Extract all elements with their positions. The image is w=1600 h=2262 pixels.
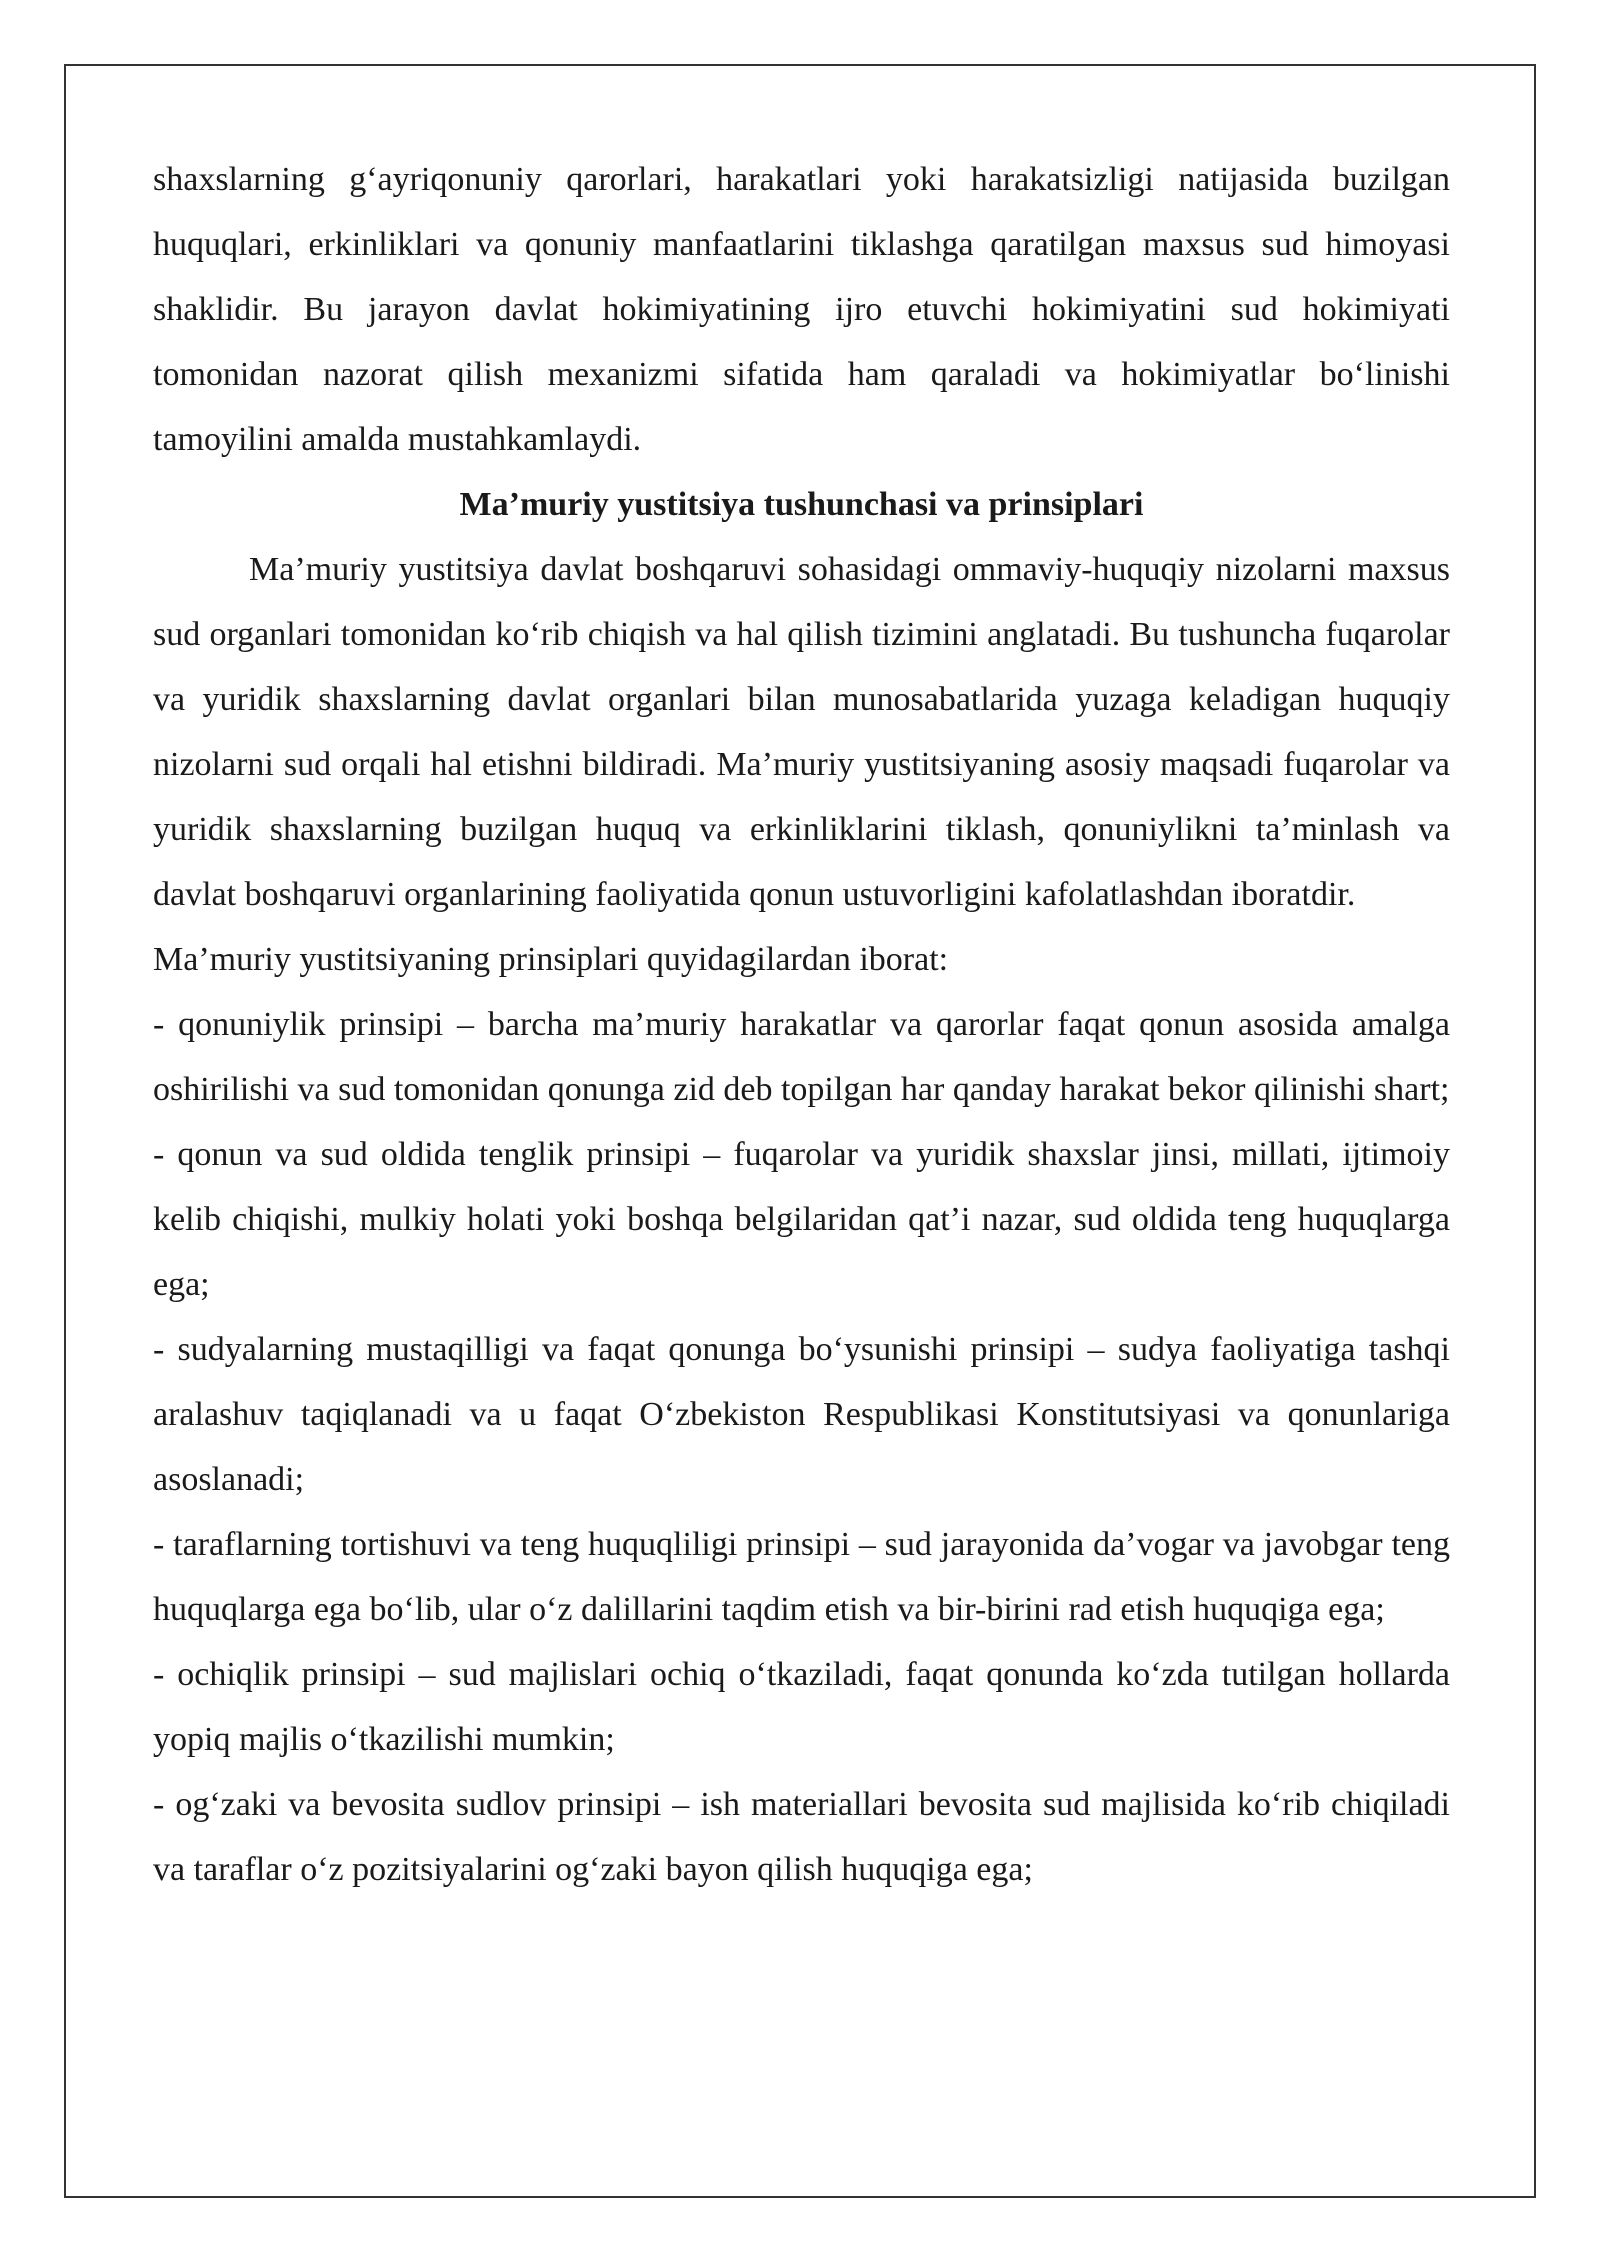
principles-intro: Ma’muriy yustitsiyaning prinsiplari quyidagilardan iborat:	[153, 941, 949, 978]
principle-item-oral-proceedings: - og‘zaki va bevosita sudlov prinsipi – ish materiallari bevosita sud majlisida ko‘rib chiqiladi va taraflar o‘z pozitsiyalarini og‘zaki bayon qilish huquqiga ega;	[153, 1786, 1450, 1888]
principle-item-openness: - ochiqlik prinsipi – sud majlislari ochiq o‘tkaziladi, faqat qonunda ko‘zda tutilgan hollarda yopiq majlis o‘tkazilishi mumkin;	[153, 1656, 1450, 1758]
principle-item-adversarial: - taraflarning tortishuvi va teng huquqliligi prinsipi – sud jarayonida da’vogar va javobgar teng huquqlarga ega bo‘lib, ular o‘z dalillarini taqdim etish va bir-birini rad etish huquqiga ega;	[153, 1526, 1450, 1628]
document-body	[153, 147, 1450, 1902]
principle-item-judicial-independence: - sudyalarning mustaqilligi va faqat qonunga bo‘ysunishi prinsipi – sudya faoliyatiga tashqi aralashuv taqiqlanadi va u faqat O‘zbekiston Respublikasi Konstitutsiyasi va qonunlariga asoslanadi;	[153, 1331, 1450, 1498]
section-heading: Ma’muriy yustitsiya tushunchasi va prinsiplari	[459, 486, 1144, 523]
intro-paragraph: shaxslarning g‘ayriqonuniy qarorlari, harakatlari yoki harakatsizligi natijasida buzilgan huquqlari, erkinliklari va qonuniy manfaatlarini tiklashga qaratilgan maxsus sud himoyasi shaklidir. Bu jarayon davlat hokimiyatining ijro etuvchi hokimiyatini sud hokimiyati tomonidan nazorat qilish mexanizmi sifatida ham qaraladi va hokimiyatlar bo‘linishi tamoyilini amalda mustahkamlaydi.	[153, 161, 1450, 458]
principle-item-legality: - qonuniylik prinsipi – barcha ma’muriy harakatlar va qarorlar faqat qonun asosida amalga oshirilishi va sud tomonidan qonunga zid deb topilgan har qanday harakat bekor qilinishi shart;	[153, 1006, 1450, 1108]
principle-item-equality: - qonun va sud oldida tenglik prinsipi – fuqarolar va yuridik shaxslar jinsi, millati, ijtimoiy kelib chiqishi, mulkiy holati yoki boshqa belgilaridan qat’i nazar, sud oldida teng huquqlarga ega;	[153, 1136, 1450, 1303]
definition-paragraph: Ma’muriy yustitsiya davlat boshqaruvi sohasidagi ommaviy-huquqiy nizolarni maxsus sud organlari tomonidan ko‘rib chiqish va hal qilish tizimini anglatadi. Bu tushuncha fuqarolar va yuridik shaxslarning davlat organlari bilan munosabatlarida yuzaga keladigan huquqiy nizolarni sud orqali hal etishni bildiradi. Ma’muriy yustitsiyaning asosiy maqsadi fuqarolar va yuridik shaxslarning buzilgan huquq va erkinliklarini tiklash, qonuniylikni ta’minlash va davlat boshqaruvi organlarining faoliyatida qonun ustuvorligini kafolatlashdan iboratdir.	[153, 551, 1450, 913]
